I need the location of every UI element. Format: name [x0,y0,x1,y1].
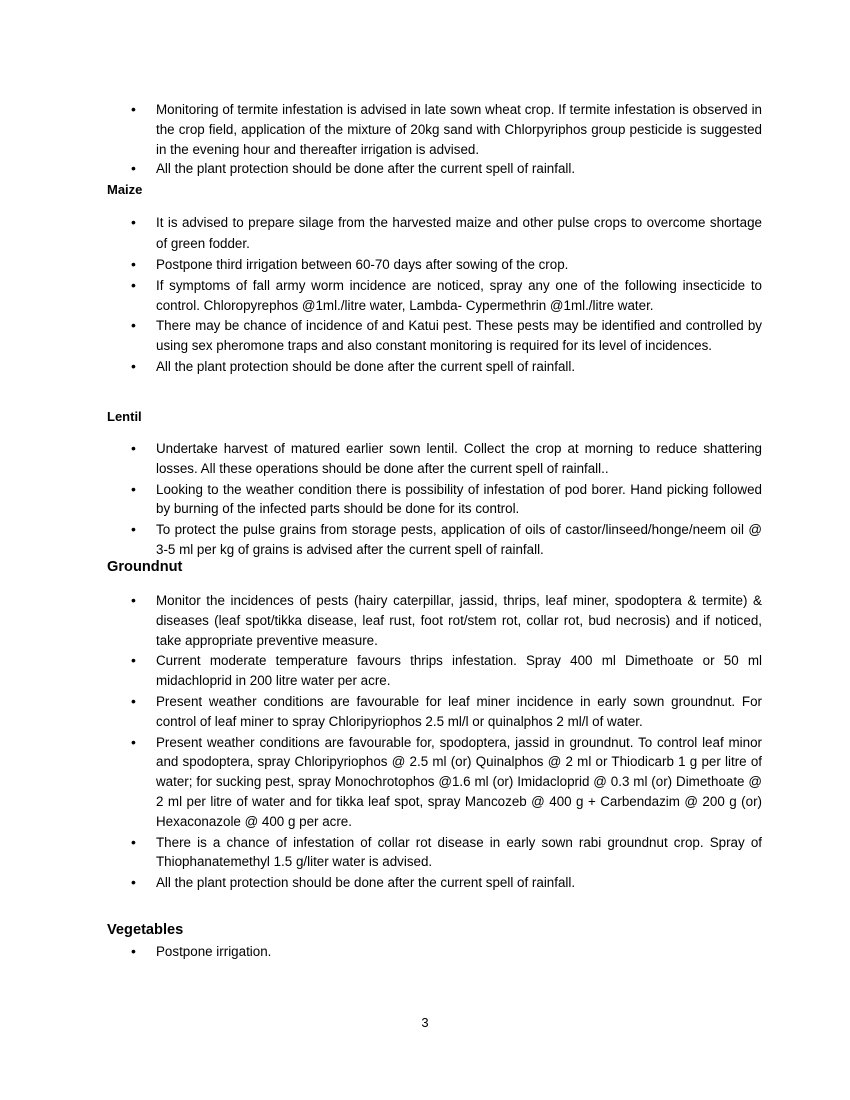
page-number: 3 [421,1015,429,1030]
lentil-advisory-list [0,439,850,560]
list-item: • If symptoms of fall army worm incidence are noticed, spray any one of the following insecticide to control. Chloropyrephos @1ml./litre water, Lambda- Cypermethrin @1ml./litre water. [0,276,762,316]
list-item: • Monitor the incidences of pests (hairy caterpillar, jassid, thrips, leaf miner, spodoptera & termite) & diseases (leaf spot/tikka disease, leaf rust, foot rot/stem rot, collar rot, bud necrosis) and if noticed, take appropriate preventive measure. [0,591,762,650]
section-heading-maize: Maize [107,182,143,197]
list-item: • Undertake harvest of matured earlier sown lentil. Collect the crop at morning to reduce shattering losses. All these operations should be done after the current spell of rainfall.. [0,439,762,479]
groundnut-advisory-block [0,591,850,893]
list-item: • There is a chance of infestation of collar rot disease in early sown rabi groundnut crop. Spray of Thiophanatemethyl 1.5 g/liter water is advised. [0,833,762,873]
section-heading-lentil: Lentil [107,409,142,424]
vegetables-advisory-list [0,942,850,962]
maize-advisory-list [0,212,850,377]
list-item: • Present weather conditions are favourable for, spodoptera, jassid in groundnut. To control leaf minor and spodoptera, spray Chloripyriophos @ 2.5 ml (or) Quinalphos @ 2 ml or Thiodicarb 1 g per litre of water; for sucking pest, spray Monochrotophos @1.6 ml (or) Imidacloprid @ 0.3 ml (or) Dimethoate @ 2 ml per litre of water and for tikka leaf spot, spray Mancozeb @ 400 g + Carbendazim @ 200 g (or) Hexaconazole @ 400 g per acre. [0,733,762,832]
list-item: • Postpone irrigation. [0,942,762,962]
groundnut-advisory-list [0,591,850,893]
list-item: • All the plant protection should be done after the current spell of rainfall. [0,159,762,179]
section-heading-vegetables: Vegetables [107,922,184,938]
list-item: • Current moderate temperature favours thrips infestation. Spray 400 ml Dimethoate or 50 ml midachloprid in 200 litre water per acre. [0,651,762,691]
vegetables-advisory-block [0,942,850,962]
list-item: • Monitoring of termite infestation is advised in late sown wheat crop. If termite infestation is observed in the crop field, application of the mixture of 20kg sand with Chlorpyriphos group pesticide is suggested in the evening hour and thereafter irrigation is advised. [0,100,762,159]
list-item: • All the plant protection should be done after the current spell of rainfall. [0,357,762,377]
lentil-advisory-block [0,439,850,560]
list-item: • There may be chance of incidence of and Katui pest. These pests may be identified and controlled by using sex pheromone traps and also constant monitoring is required for its level of incidences. [0,316,762,356]
section-heading-groundnut: Groundnut [107,559,183,575]
list-item: • Present weather conditions are favourable for leaf miner incidence in early sown groundnut. For control of leaf miner to spray Chloripyriophos 2.5 ml/l or quinalphos 2 ml/l of water. [0,692,762,732]
wheat-advisory-block [0,100,850,179]
maize-advisory-block [0,212,850,377]
list-item: • It is advised to prepare silage from the harvested maize and other pulse crops to overcome shortage of green fodder. [0,212,762,254]
list-item: • Postpone third irrigation between 60-70 days after sowing of the crop. [0,255,762,275]
list-item: • All the plant protection should be done after the current spell of rainfall. [0,873,762,893]
list-item: • To protect the pulse grains from storage pests, application of oils of castor/linseed/honge/neem oil @ 3-5 ml per kg of grains is advised after the current spell of rainfall. [0,520,762,560]
wheat-advisory-list [0,100,850,179]
list-item: • Looking to the weather condition there is possibility of infestation of pod borer. Hand picking followed by burning of the infected parts should be done for its control. [0,480,762,520]
